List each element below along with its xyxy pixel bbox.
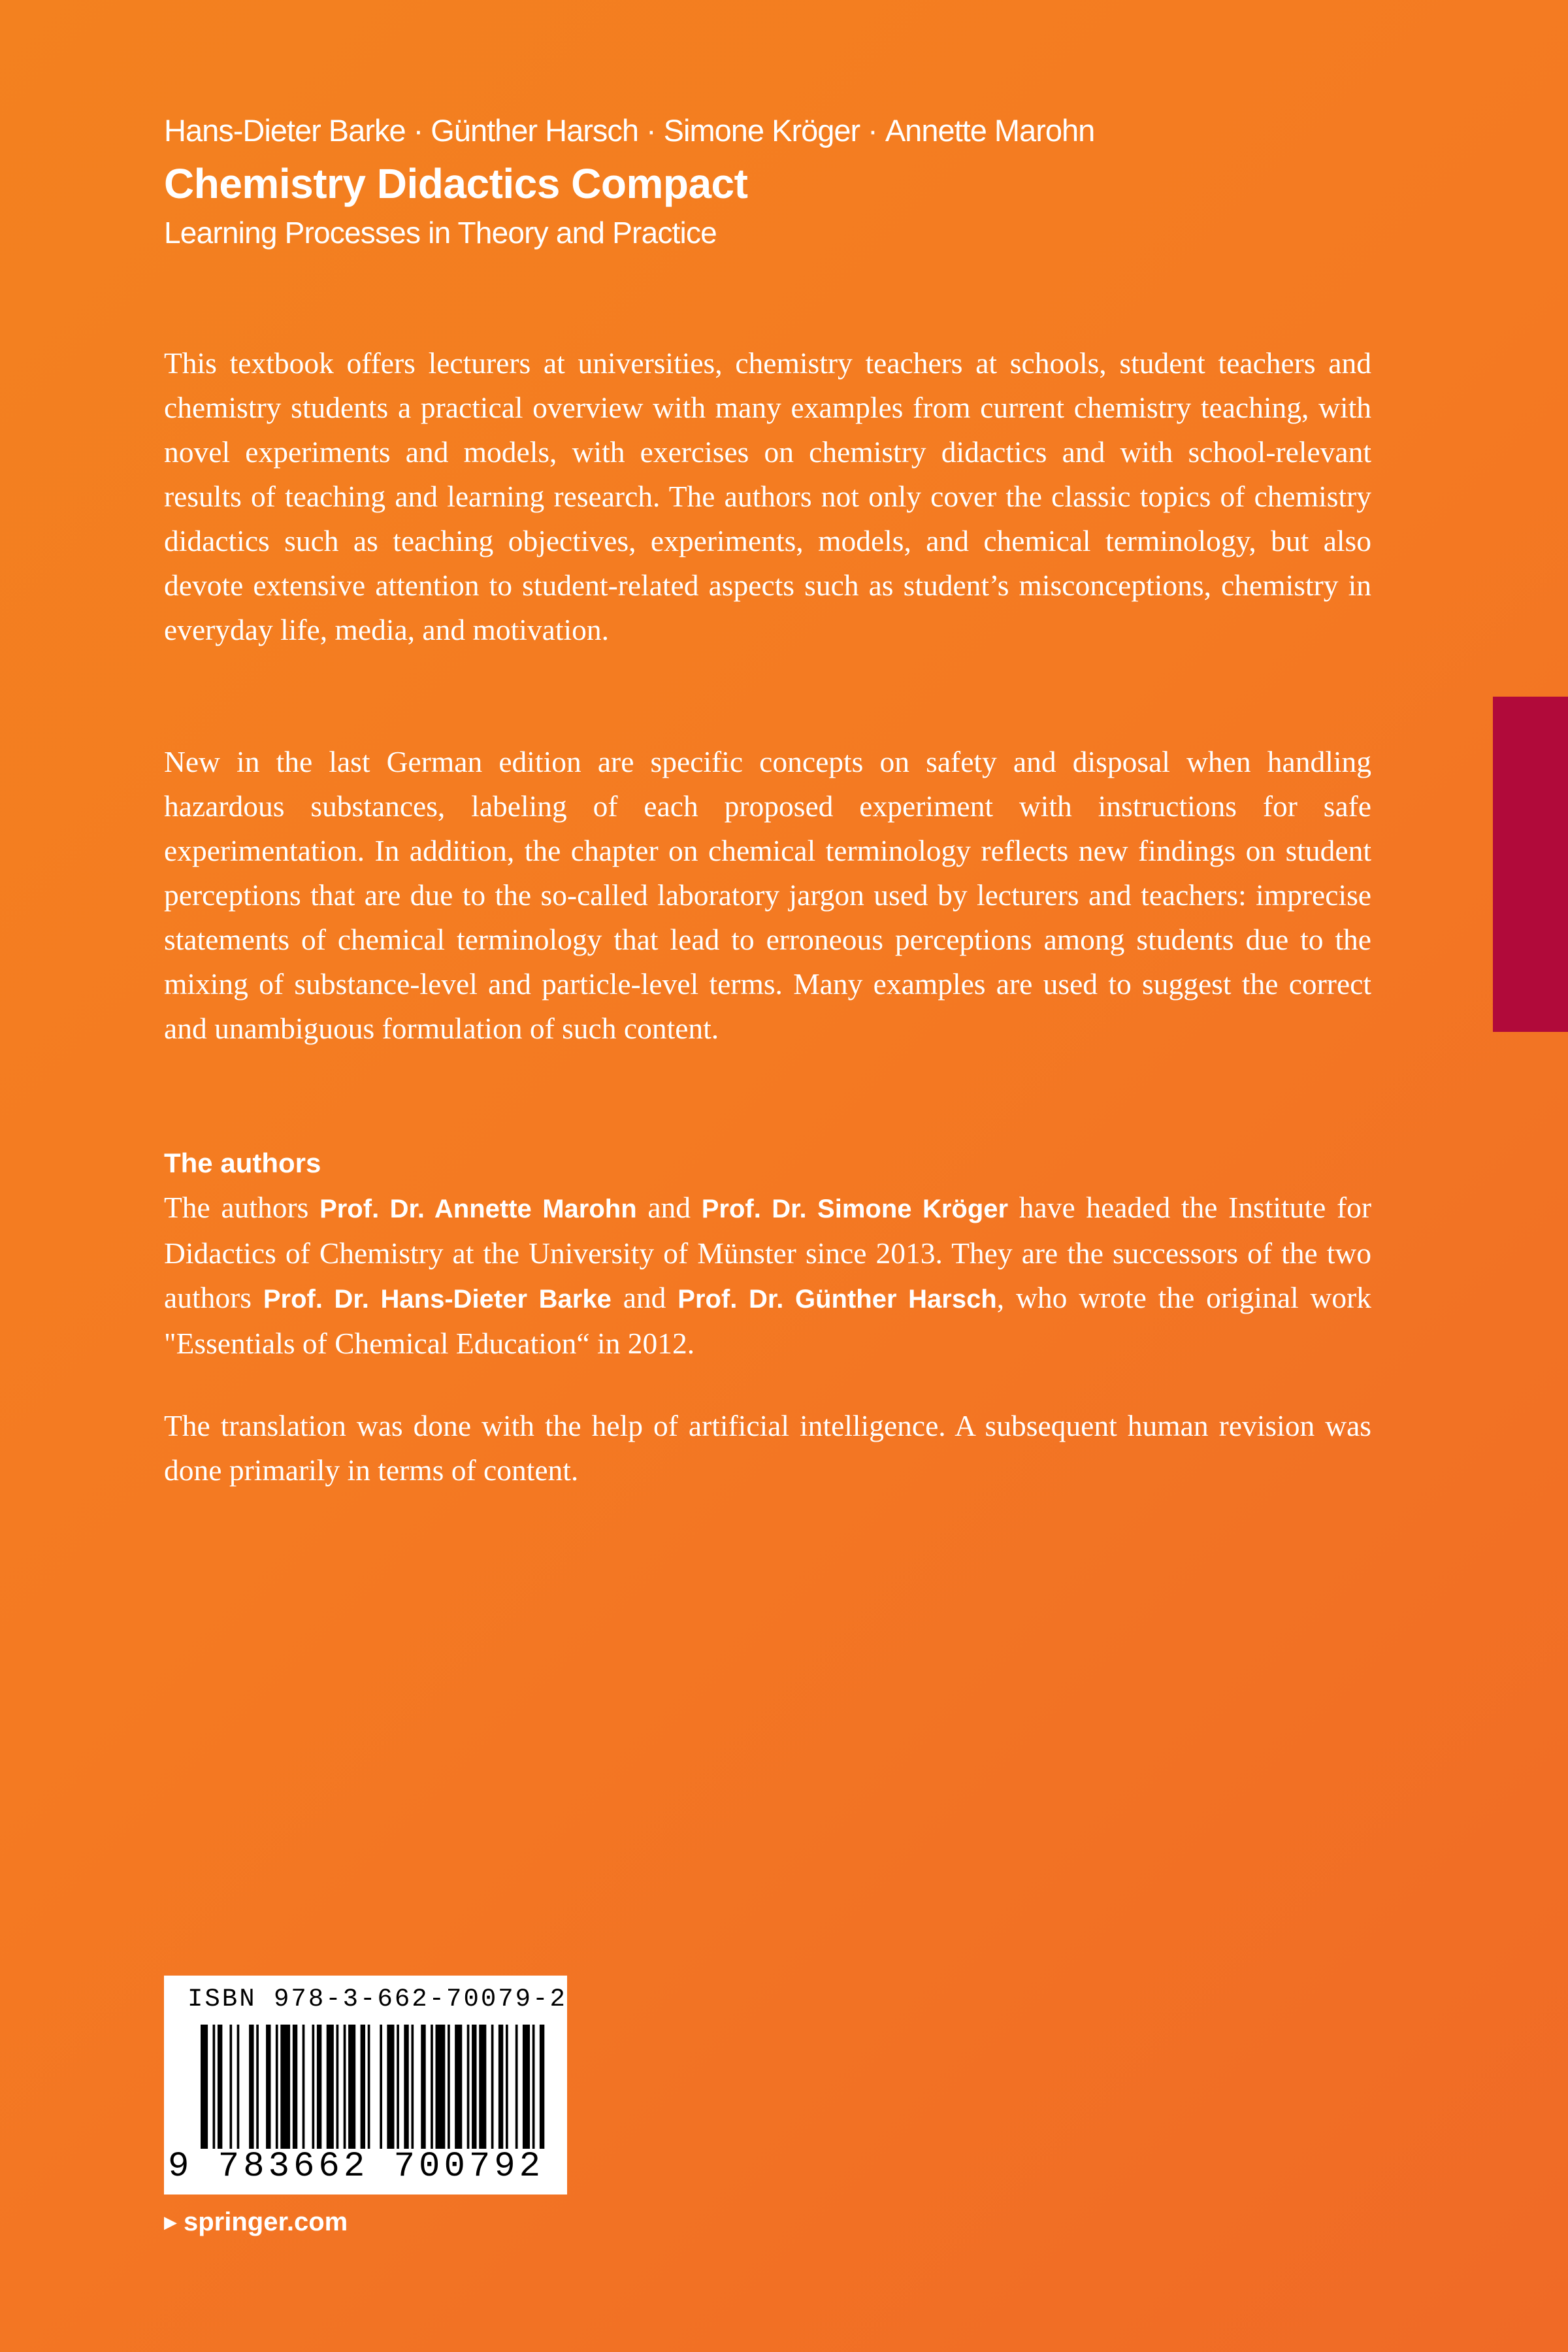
barcode-bar [368,2025,370,2149]
barcode-bar [397,2025,399,2149]
author-separator: · [413,113,423,148]
barcode-bar [448,2025,450,2149]
barcode-bar [201,2025,208,2149]
authors-bio [164,1185,1371,1366]
barcode-bar [540,2025,544,2149]
barcode-bar [249,2025,253,2149]
book-title: Chemistry Didactics Compact [164,160,748,207]
blurb-paragraph: New in the last German edition are specific concepts on safety and disposal when handling hazardous substances, labeling of each proposed experiment with instructions for safe experimentation. In addition, the chapter on chemical terminology reflects new findings on student perceptions that are due to the so-called laboratory jargon used by lecturers and teachers: imprecise statements of chemical terminology that lead to erroneous perceptions among students due to the mixing of substance-level and particle-level terms. Many examples are used to suggest the correct and unambiguous formulation of such content. [164,745,1371,1045]
author-name-bold: Prof. Dr. Annette Marohn [319,1195,637,1223]
author-name-bold: Prof. Dr. Simone Kröger [701,1195,1009,1223]
barcode-bar [336,2025,339,2149]
bio-text: and [623,1281,666,1314]
barcode-bar [479,2025,486,2149]
author-name: Simone Kröger [663,113,860,148]
authors-heading: The authors [164,1148,321,1178]
barcode-label [164,1976,567,2195]
isbn-number: ISBN 978-3-662-70079-2 [188,1985,567,2013]
barcode-bar [256,2025,259,2149]
barcode-bar [280,2025,290,2149]
barcode-bar [523,2025,530,2149]
translation-note: The translation was done with the help of artificial intelligence. A subsequent human revision was done primarily in terms of content. [164,1409,1371,1487]
barcode-bar [327,2025,334,2149]
blurb-paragraph: This textbook offers lecturers at universities, chemistry teachers at schools, student teachers and chemistry students a practical overview with many examples from current chemistry teaching, with novel experiments and models, with exercises on chemistry didactics and with school-relevant results of teaching and learning research. The authors not only cover the classic topics of chemistry didactics such as teaching objectives, experiments, models, and chemical terminology, but also devote extensive attention to student-related aspects such as student’s misconceptions, chemistry in everyday life, media, and motivation. [164,346,1371,646]
barcode-bar [218,2025,222,2149]
barcode-bar [467,2025,470,2149]
barcode-bar [317,2025,321,2149]
bio-text: and [647,1191,691,1224]
publisher-url: springer.com [184,2208,348,2236]
ean-digits: 9 783662 700792 [168,2147,545,2187]
barcode-bar [348,2025,355,2149]
barcode-bar [302,2025,305,2149]
barcode-bar [455,2025,462,2149]
author-separator: · [646,113,656,148]
barcode-bar [361,2025,365,2149]
barcode-bar [431,2025,433,2149]
bio-text: have headed the Institute for Didactics of Chemistry at the University of Münster since 2013. They are the successors of the two authors [164,1191,1372,1314]
side-color-tab [1493,697,1568,1032]
barcode-bar [472,2025,476,2149]
barcode-image [201,2025,547,2149]
barcode-bar [506,2025,508,2149]
barcode-bar [491,2025,494,2149]
barcode-bar [498,2025,503,2149]
barcode-bar [344,2025,346,2149]
author-separator: · [868,113,877,148]
barcode-bar [532,2025,535,2149]
barcode-bar [276,2025,278,2149]
barcode-bar [515,2025,518,2149]
arrow-right-icon: ▶ [164,2212,177,2232]
author-name: Hans-Dieter Barke [164,113,406,148]
barcode-bar [312,2025,314,2149]
barcode-bar [213,2025,216,2149]
author-name: Günther Harsch [431,113,639,148]
author-name-bold: Prof. Dr. Hans-Dieter Barke [263,1285,612,1314]
barcode-bar [229,2025,232,2149]
author-list [164,108,1405,154]
barcode-bar [411,2025,414,2149]
barcode-bar [237,2025,240,2149]
bio-text: , who wrote the original work "Essentials of Chemical Education“ in 2012. [164,1281,1372,1360]
barcode-bar [266,2025,270,2149]
cover-header [164,108,1405,254]
barcode-bar [387,2025,394,2149]
publisher-link[interactable] [164,2208,348,2237]
barcode-bar [421,2025,425,2149]
barcode-bar [436,2025,446,2149]
barcode-bar [404,2025,408,2149]
author-name-bold: Prof. Dr. Günther Harsch [678,1285,997,1314]
book-subtitle: Learning Processes in Theory and Practice [164,216,717,250]
barcode-bar [293,2025,297,2149]
bio-text: The authors [164,1191,309,1224]
author-name: Annette Marohn [885,113,1095,148]
barcode-bar [380,2025,382,2149]
